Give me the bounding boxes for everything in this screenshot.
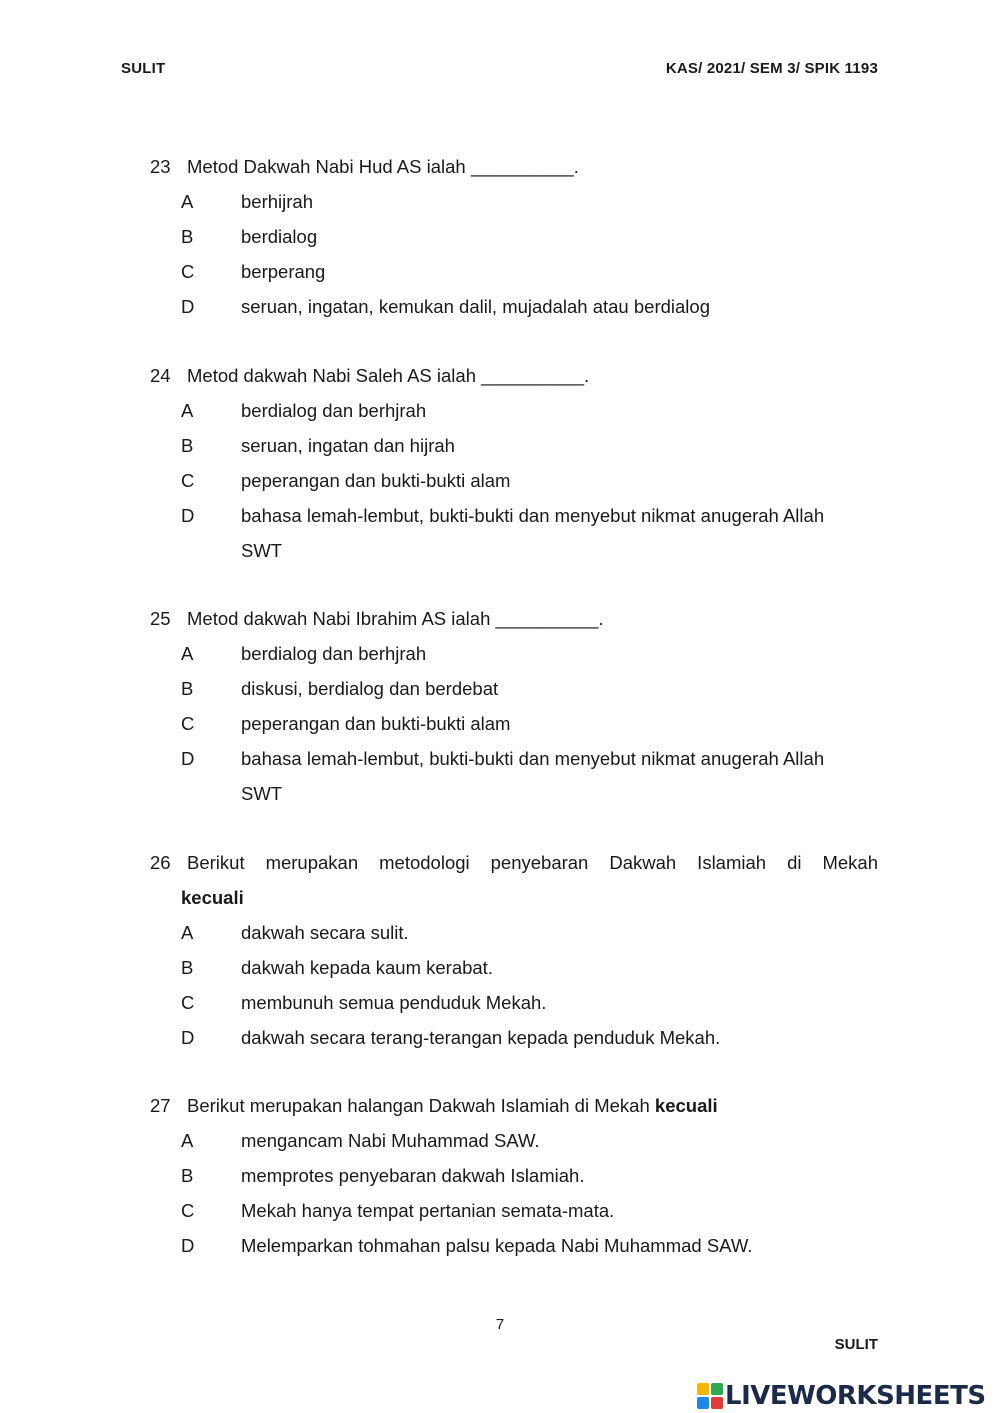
option-text: berdialog dan berhjrah [241,643,427,664]
brand-name: LIVEWORKSHEETS [725,1381,986,1411]
liveworksheets-icon [697,1383,723,1409]
option-letter: D [181,505,195,526]
option-letter: A [181,1130,194,1151]
option-letter: D [181,1027,195,1048]
question-text: Metod dakwah Nabi Saleh AS ialah [187,365,476,386]
option-text [241,741,878,811]
option-c[interactable] [150,254,878,289]
option-b[interactable] [150,671,878,706]
option-a[interactable] [150,915,878,950]
header-right: KAS/ 2021/ SEM 3/ SPIK 1193 [665,60,878,77]
option-letter: B [181,1165,194,1186]
option-letter: B [181,678,194,699]
option-text: seruan, ingatan, kemukan dalil, mujadalah atau berdialog [241,296,710,317]
option-a[interactable] [150,636,878,671]
option-text: berdialog [241,226,318,247]
question-25 [150,601,878,811]
question-stem [150,358,878,393]
option-b[interactable] [150,428,878,463]
option-a[interactable] [150,393,878,428]
option-text: dakwah secara sulit. [241,922,409,943]
option-letter: A [181,922,194,943]
option-letter: A [181,400,194,421]
option-text-line1: bahasa lemah-lembut, bukti-bukti dan menyebut nikmat anugerah Allah [241,505,825,526]
option-letter: C [181,1200,195,1221]
option-a[interactable] [150,184,878,219]
option-d[interactable] [150,741,878,811]
option-letter: A [181,643,194,664]
option-text: dakwah kepada kaum kerabat. [241,957,493,978]
option-text-line1: bahasa lemah-lembut, bukti-bukti dan menyebut nikmat anugerah Allah [241,748,825,769]
option-letter: C [181,470,195,491]
option-letter: B [181,226,194,247]
question-text: Berikut merupakan metodologi penyebaran Dakwah Islamiah di Mekah [187,852,878,873]
logo-square [711,1383,723,1395]
option-c[interactable] [150,706,878,741]
option-b[interactable] [150,219,878,254]
question-number: 25 [150,608,171,629]
question-emphasis: kecuali [654,1095,718,1116]
option-text: mengancam Nabi Muhammad SAW. [241,1130,540,1151]
question-number: 26 [150,852,171,873]
question-stem [150,845,878,880]
option-text: berperang [241,261,326,282]
option-text: dakwah secara terang-terangan kepada penduduk Mekah. [241,1027,721,1048]
option-d[interactable] [150,1020,878,1055]
option-text-line2: SWT [241,783,283,804]
answer-blank[interactable]: __________. [481,365,590,386]
header-left: SULIT [121,60,166,77]
page-number: 7 [495,1316,505,1333]
option-letter: B [181,957,194,978]
question-emphasis: kecuali [181,887,244,908]
option-d[interactable] [150,1228,878,1263]
option-text [241,498,878,568]
logo-square [697,1397,709,1409]
question-23 [150,149,878,324]
logo-square [697,1383,709,1395]
liveworksheets-logo[interactable] [697,1381,986,1411]
question-number: 23 [150,156,171,177]
option-text: Melemparkan tohmahan palsu kepada Nabi Muhammad SAW. [241,1235,753,1256]
option-text: Mekah hanya tempat pertanian semata-mata. [241,1200,615,1221]
question-number: 24 [150,365,171,386]
option-text: membunuh semua penduduk Mekah. [241,992,547,1013]
option-letter: D [181,296,195,317]
question-27 [150,1088,878,1263]
option-d[interactable] [150,289,878,324]
question-26 [150,845,878,1055]
question-stem [150,1088,878,1123]
option-c[interactable] [150,463,878,498]
option-text-line2: SWT [241,540,283,561]
option-letter: C [181,713,195,734]
option-text: berdialog dan berhjrah [241,400,427,421]
option-text: diskusi, berdialog dan berdebat [241,678,499,699]
question-stem [150,149,878,184]
option-b[interactable] [150,1158,878,1193]
question-24 [150,358,878,568]
question-text: Metod Dakwah Nabi Hud AS ialah [187,156,466,177]
option-letter: A [181,191,194,212]
option-text: berhijrah [241,191,313,212]
option-text: peperangan dan bukti-bukti alam [241,713,511,734]
option-a[interactable] [150,1123,878,1158]
footer-right: SULIT [834,1336,878,1353]
option-c[interactable] [150,985,878,1020]
question-stem [150,601,878,636]
option-letter: D [181,748,195,769]
option-b[interactable] [150,950,878,985]
answer-blank[interactable]: __________. [470,156,579,177]
option-text: seruan, ingatan dan hijrah [241,435,455,456]
option-c[interactable] [150,1193,878,1228]
logo-square [711,1397,723,1409]
question-text: Metod dakwah Nabi Ibrahim AS ialah [187,608,491,629]
option-letter: D [181,1235,195,1256]
option-letter: C [181,992,195,1013]
option-letter: C [181,261,195,282]
question-number: 27 [150,1095,171,1116]
option-d[interactable] [150,498,878,568]
option-text: memprotes penyebaran dakwah Islamiah. [241,1165,585,1186]
answer-blank[interactable]: __________. [495,608,604,629]
option-text: peperangan dan bukti-bukti alam [241,470,511,491]
option-letter: B [181,435,194,456]
question-text: Berikut merupakan halangan Dakwah Islamiah di Mekah [187,1095,650,1116]
